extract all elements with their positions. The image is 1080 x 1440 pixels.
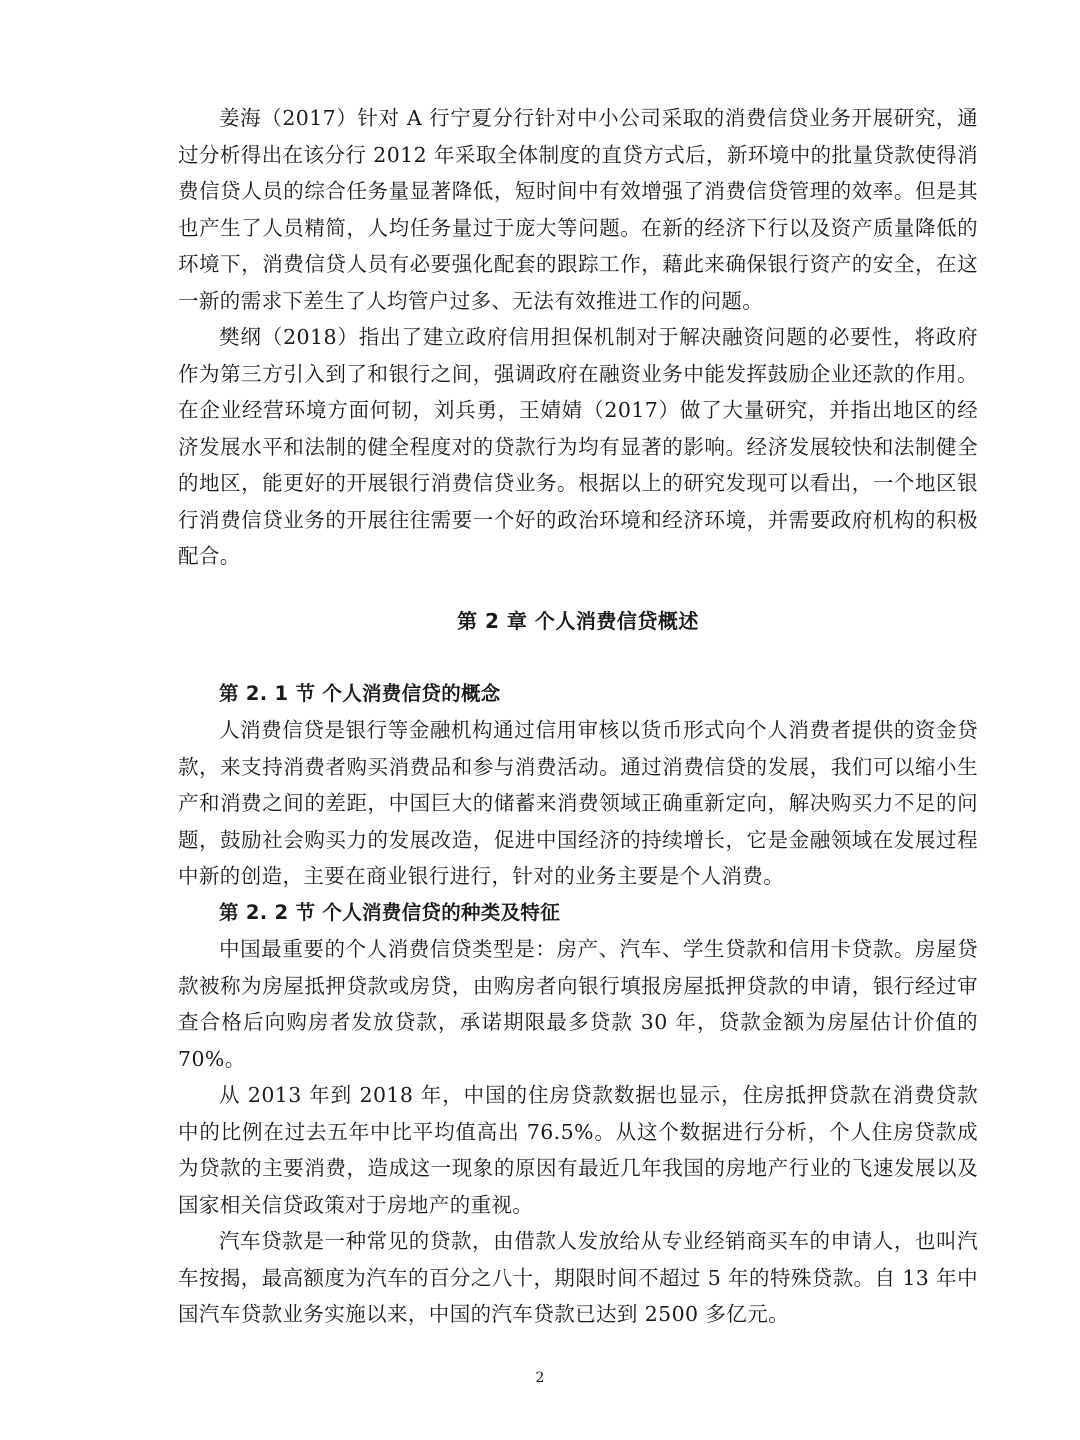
paragraph-housing-data: 从 2013 年到 2018 年，中国的住房贷款数据也显示，住房抵押贷款在消费贷款中的比例在过去五年中比平均值高出 76.5%。从这个数据进行分析，个人住房贷款成为贷款的主要消费，造成这一现象的原因有最近几年我国的房地产行业的飞速发展以及国家相关信贷政策对于房地产的重视。: [178, 1083, 978, 1217]
paragraph-loan-types: 中国最重要的个人消费信贷类型是：房产、汽车、学生贷款和信用卡贷款。房屋贷款被称为房屋抵押贷款或房贷，由购房者向银行填报房屋抵押贷款的申请，银行经过审查合格后向购房者发放贷款，承诺期限最多贷款 30 年，贷款金额为房屋估计价值的 70%。: [178, 937, 978, 1071]
chapter-title: 第 2 章 个人消费信贷概述: [457, 608, 699, 633]
paragraph-concept: 人消费信贷是银行等金融机构通过信用审核以货币形式向个人消费者提供的资金贷款，来支持消费者购买消费品和参与消费活动。通过消费信贷的发展，我们可以缩小生产和消费之间的差距，中国巨大的储蓄来消费领域正确重新定向，解决购买力不足的问题，鼓励社会购买力的发展改造，促进中国经济的持续增长，它是金融领域在发展过程中新的创造，主要在商业银行进行，针对的业务主要是个人消费。: [178, 718, 978, 888]
paragraph-fan-gang: 樊纲（2018）指出了建立政府信用担保机制对于解决融资问题的必要性，将政府作为第三方引入到了和银行之间，强调政府在融资业务中能发挥鼓励企业还款的作用。在企业经营环境方面何韧，刘兵勇，王婧婧（2017）做了大量研究，并指出地区的经济发展水平和法制的健全程度对的贷款行为均有显著的影响。经济发展较快和法制健全的地区，能更好的开展银行消费信贷业务。根据以上的研究发现可以看出，一个地区银行消费信贷业务的开展往往需要一个好的政治环境和经济环境，并需要政府机构的积极配合。: [178, 325, 978, 568]
section-title-2-1: 第 2. 1 节 个人消费信贷的概念: [219, 681, 501, 705]
page-number: 2: [535, 1370, 545, 1386]
paragraph-jiang-hai: 姜海（2017）针对 A 行宁夏分行针对中小公司采取的消费信贷业务开展研究，通过分析得出在该分行 2012 年采取全体制度的直贷方式后，新环境中的批量贷款使得消费信贷人员的综合任务量显著降低，短时间中有效增强了消费信贷管理的效率。但是其也产生了人员精简，人均任务量过于庞大等问题。在新的经济下行以及资产质量降低的环境下，消费信贷人员有必要强化配套的跟踪工作，藉此来确保银行资产的安全，在这一新的需求下差生了人均管户过多、无法有效推进工作的问题。: [178, 106, 978, 313]
document-page: [178, 100, 978, 1333]
section-title-2-2: 第 2. 2 节 个人消费信贷的种类及特征: [219, 900, 560, 924]
paragraph-auto-loans: 汽车贷款是一种常见的贷款，由借款人发放给从专业经销商买车的申请人，也叫汽车按揭，最高额度为汽车的百分之八十，期限时间不超过 5 年的特殊贷款。自 13 年中国汽车贷款业务实施以来，中国的汽车贷款已达到 2500 多亿元。: [178, 1229, 978, 1326]
